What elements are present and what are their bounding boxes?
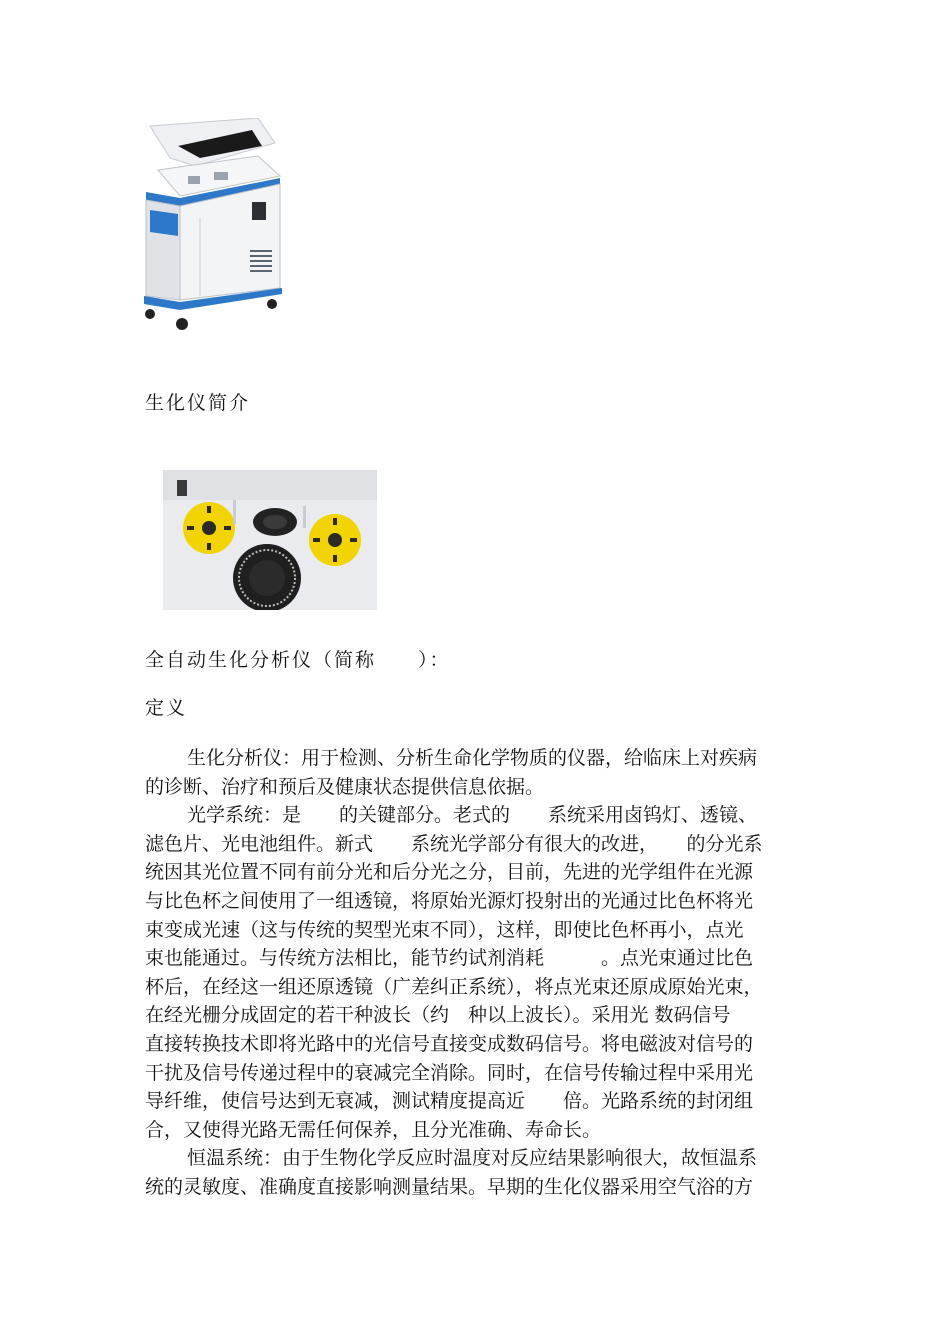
paragraph-line: 统的灵敏度、准确度直接影响测量结果。早期的生化仪器采用空气浴的方 [145,1175,754,1198]
paragraph-line: 恒温系统：由于生物化学反应时温度对反应结果影响很大，故恒温系 [187,1147,758,1170]
paragraph-line: 直接转换技术即将光路中的光信号直接变成数码信号。将电磁波对信号的 [145,1032,754,1055]
paragraph-line: 导纤维，使信号达到无衰减，测试精度提高近 倍。光路系统的封闭组 [145,1090,754,1113]
paragraph-line: 滤色片、光电池组件。新式 系统光学部分有很大的改进， 的分光系 [145,832,763,855]
intro-heading: 生化仪简介 [145,392,251,414]
paragraph-line: 合，又使得光路无需任何保养，且分光准确、寿命长。 [145,1118,602,1141]
paragraph-line: 光学系统：是 的关键部分。老式的 系统采用卤钨灯、透镜、 [187,804,758,827]
analyzer-interior-image [163,470,377,610]
paragraph-line: 生化分析仪：用于检测、分析生命化学物质的仪器，给临床上对疾病 [187,747,758,769]
analyzer-machine-image [140,118,290,336]
paragraph-line: 统因其光位置不同有前分光和后分光之分，目前，先进的光学组件在光源 [145,861,754,884]
paragraph-line: 与比色杯之间使用了一组透镜，将原始光源灯投射出的光通过比色杯将光 [145,889,754,912]
paragraph-line: 在经光栅分成固定的若干种波长（约 种以上波长）。采用光 数码信号 [145,1004,731,1027]
definition-heading: 定义 [145,697,188,719]
paragraph-line: 的诊断、治疗和预后及健康状态提供信息依据。 [145,775,545,798]
paragraph-line: 束变成光速（这与传统的契型光束不同），这样，即使比色杯再小，点光 [145,918,744,941]
body-text [145,744,805,1202]
full-name-heading: 全自动生化分析仪（简称 ）： [145,649,451,671]
paragraph-line: 杯后，在经这一组还原透镜（广差纠正系统），将点光束还原成原始光束， [145,975,763,998]
paragraph-line: 束也能通过。与传统方法相比，能节约试剂消耗 。点光束通过比色 [145,947,754,970]
paragraph-line: 干扰及信号传递过程中的衰减完全消除。同时，在信号传输过程中采用光 [145,1061,754,1084]
